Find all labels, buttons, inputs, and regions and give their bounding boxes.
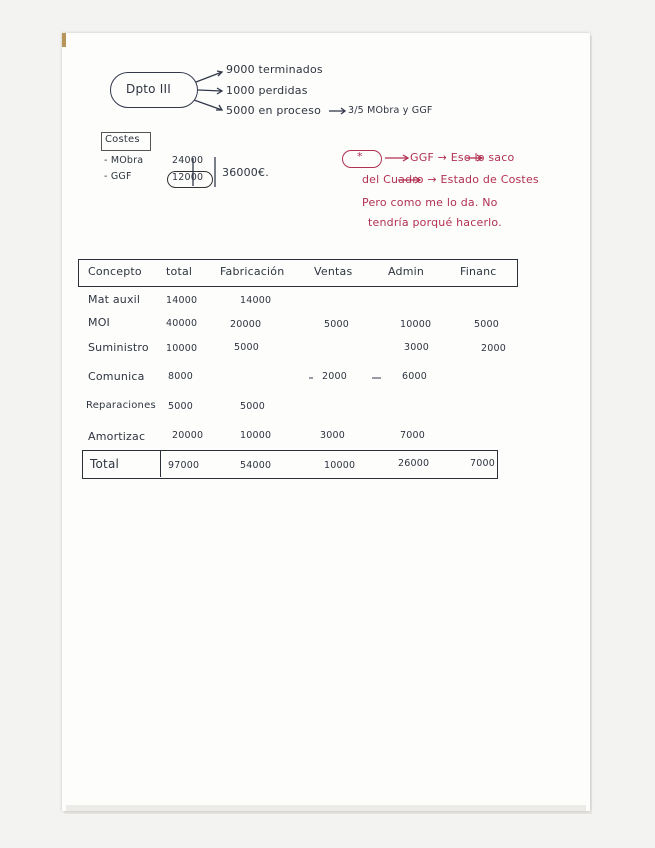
output-proceso: 5000 en proceso	[226, 104, 321, 117]
row-concepto: Reparaciones	[86, 400, 156, 411]
note-line-2: del Cuadro → Estado de Costes	[362, 173, 539, 186]
row-admin: 10000	[400, 319, 432, 330]
costes-item-ggf-label: - GGF	[104, 171, 132, 182]
row-total: 14000	[166, 295, 198, 306]
row-fabricacion: 5000	[240, 401, 265, 412]
row-admin: 3000	[404, 342, 429, 353]
row-total: 20000	[172, 430, 204, 441]
row-financ: 5000	[474, 319, 499, 330]
costes-item-mobra-label: - MObra	[104, 155, 144, 166]
totals-admin: 26000	[398, 458, 430, 469]
row-concepto: Suministro	[88, 341, 149, 354]
header-financ: Financ	[460, 265, 497, 278]
row-total: 40000	[166, 318, 198, 329]
row-ventas: 5000	[324, 319, 349, 330]
row-concepto: Mat auxil	[88, 293, 141, 306]
totals-concepto: Total	[90, 457, 120, 471]
output-perdidas: 1000 perdidas	[226, 84, 308, 97]
totals-total: 97000	[168, 460, 200, 471]
row-concepto: Amortizac	[88, 430, 146, 443]
row-fabricacion: 10000	[240, 430, 272, 441]
note-line-1: GGF → Eso lo saco	[410, 151, 515, 164]
row-fabricacion: 20000	[230, 319, 262, 330]
row-fabricacion: 5000	[234, 342, 259, 353]
row-concepto: Comunica	[88, 370, 145, 383]
row-financ: 2000	[481, 343, 506, 354]
costes-total: 36000€.	[222, 166, 269, 179]
header-total: total	[166, 265, 193, 278]
output-terminados: 9000 terminados	[226, 63, 323, 76]
costes-title: Costes	[105, 134, 140, 145]
row-total: 8000	[168, 371, 193, 382]
row-ventas: 3000	[320, 430, 345, 441]
costes-item-mobra-value: 24000	[172, 155, 204, 166]
totals-row-box	[82, 450, 498, 479]
row-ventas: 2000	[322, 371, 347, 382]
totals-row-divider	[160, 450, 161, 477]
header-fabricacion: Fabricación	[220, 265, 285, 278]
row-concepto: MOI	[88, 316, 110, 329]
row-total: 10000	[166, 343, 198, 354]
header-ventas: Ventas	[314, 265, 353, 278]
row-admin: 6000	[402, 371, 427, 382]
note-marker: *	[357, 150, 363, 163]
totals-fabricacion: 54000	[240, 460, 272, 471]
header-admin: Admin	[388, 265, 425, 278]
totals-financ: 7000	[470, 458, 495, 469]
costes-item-ggf-value: 12000	[172, 172, 204, 183]
row-total: 5000	[168, 401, 193, 412]
note-line-4: tendría porqué hacerlo.	[368, 216, 502, 229]
totals-ventas: 10000	[324, 460, 356, 471]
process-note: 3/5 MObra y GGF	[348, 105, 433, 116]
department-label: Dpto III	[126, 82, 171, 96]
row-admin: 7000	[400, 430, 425, 441]
row-fabricacion: 14000	[240, 295, 272, 306]
header-concepto: Concepto	[88, 265, 142, 278]
note-line-3: Pero como me lo da. No	[362, 196, 498, 209]
